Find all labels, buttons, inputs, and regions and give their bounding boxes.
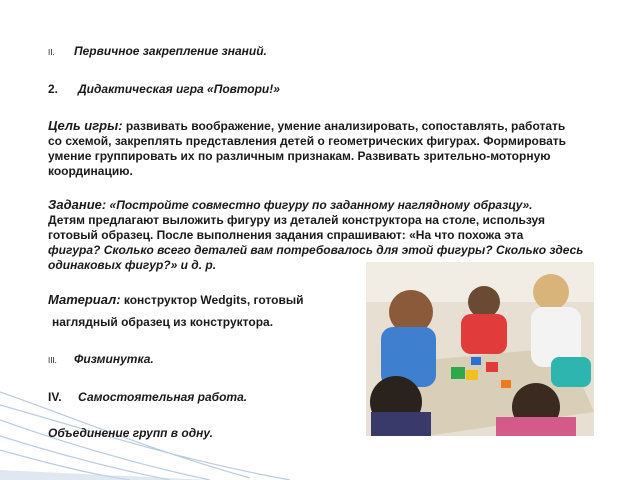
heading-text: Самостоятельная работа. [78, 390, 248, 404]
heading-didactic-game [48, 82, 280, 97]
heading-text: Первичное закрепление знаний. [74, 44, 267, 58]
heading-number: III. [48, 356, 57, 365]
unite-groups-text: Объединение групп в одну. [48, 426, 213, 440]
children-playing-photo [366, 262, 594, 436]
heading-primary-consolidation [48, 44, 267, 60]
heading-text: Физминутка. [74, 352, 154, 366]
goal-line: умение группировать их по различным признакам. Развивать зрительно-моторную [48, 149, 551, 163]
heading-text: Дидактическая игра «Повтори!» [78, 82, 280, 96]
task-line: Детям предлагают выложить фигуру из деталей конструктора на столе, используя [48, 213, 546, 227]
material-line [48, 292, 303, 308]
goal-line: координацию. [48, 164, 133, 178]
heading-number: IV. [48, 390, 62, 404]
heading-number: II. [48, 48, 55, 57]
task-label: Задание: [48, 197, 107, 212]
goal-line: развивать воображение, умение анализировать, сопоставлять, работать [122, 119, 566, 133]
material-text: конструктор Wedgits, готовый [120, 293, 304, 307]
material-label: Материал: [48, 292, 121, 307]
goal-label: Цель игры: [48, 118, 123, 133]
photo-illustration [366, 262, 594, 436]
heading-physical-minute [48, 352, 154, 368]
heading-number: 2. [48, 82, 59, 96]
task-line: одинаковых фигур?» и д. р. [48, 258, 217, 272]
goal-paragraph [48, 118, 566, 179]
material-line-2: наглядный образец из конструктора. [52, 315, 274, 329]
task-line: «Постройте совместно фигуру по заданному наглядному образцу». [106, 198, 533, 212]
task-line: готовый образец. После выполнения задания спрашивают: «На что похожа эта [48, 228, 524, 242]
heading-independent-work [48, 390, 247, 405]
goal-line: со схемой, закреплять представления детей о геометрических фигурах. Формировать [48, 134, 567, 148]
task-line: фигура? Сколько всего деталей вам потребовалось для этой фигуры? Сколько здесь [48, 243, 584, 257]
